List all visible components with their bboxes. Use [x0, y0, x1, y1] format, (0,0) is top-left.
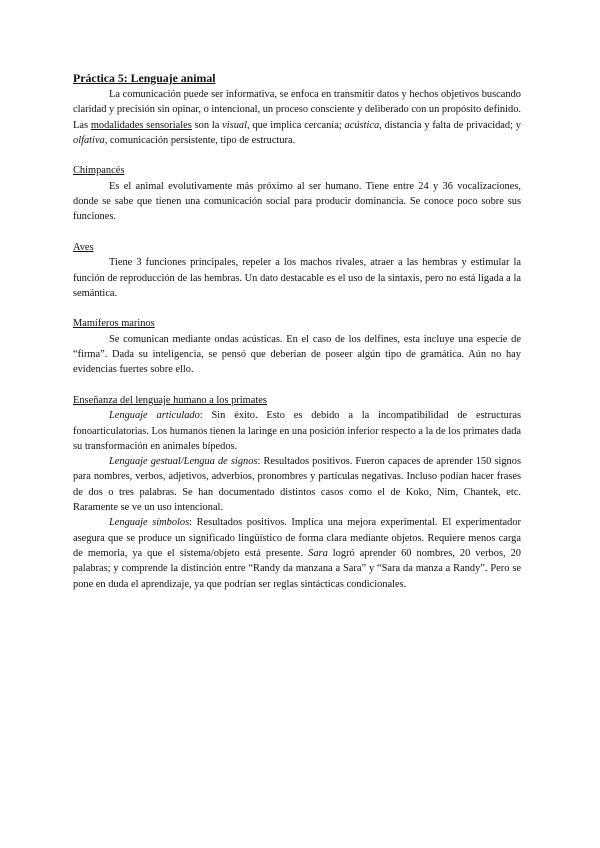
- intro-italic-acustica: acústica: [344, 119, 380, 131]
- simbolos-label: Lenguaje símbolos: [109, 517, 190, 529]
- mamiferos-paragraph: Se comunican mediante ondas acústicas. En el caso de los delfines, esta incluye una especie de “firma”. Dada su inteligencia, se pensó que deberían de poseer algún tipo de gramática. Aún no hay evidencias fuertes sobre ello.: [73, 333, 521, 376]
- aves-paragraph: Tiene 3 funciones principales, repeler a los machos rivales, atraer a las hembras y estimular la función de reproducción de las hembras. Un dato destacable es el uso de la sintaxis, pero no está ligada a la semántica.: [73, 257, 521, 299]
- simbolos-paragraph: [73, 515, 521, 591]
- aves-heading: Aves: [73, 241, 94, 253]
- mamiferos-heading: Mamíferos marinos: [73, 318, 155, 330]
- articulado-text: : Sin éxito. Esto es debido a la incompatibilidad de estructuras fonoarticulatorias. Los humanos tienen la laringe en una posición inferior respecto a la de los primates dada su transformación en animales bípedos.: [73, 410, 521, 452]
- intro-text-9: , comunicación persistente, tipo de estructura.: [104, 134, 296, 146]
- simbolos-text-1: : Resultados positivos. Implica una mejora experimental. El experimentador asegura que se produce un significado lingüístico de forma clara mediante objetos. Requiere menos carga de memoria, ya que el sistema/objeto está presente.: [73, 517, 521, 559]
- intro-italic-visual: visual: [222, 119, 247, 131]
- intro-text-3: son la: [191, 119, 223, 131]
- intro-text-7: , distancia y falta de privacidad; y: [379, 119, 521, 131]
- intro-section: [73, 70, 521, 148]
- simbolos-text-2: logró aprender 60 nombres, 20 verbos, 20 palabras; y comprende la distinción entre “Randy da manzana a Sara” y “Sara da manza a Randy”. Pero se pone en duda el aprendizaje, ya que podrían ser reglas sintácticas condicionales.: [73, 547, 521, 590]
- chimpances-section: [73, 163, 521, 224]
- chimpances-paragraph: Es el animal evolutivamente más próximo al ser humano. Tiene entre 24 y 36 vocalizaciones, donde se sabe que tienen una comunicación social para producir dominancia. Se conoce poco sobre sus funciones.: [73, 180, 521, 223]
- ensenanza-heading: Enseñanza del lenguaje humano a los primates: [73, 394, 267, 406]
- gestual-text: : Resultados positivos. Fueron capaces de aprender 150 signos para nombres, verbos, adjetivos, adverbios, pronombres y partículas negativas. Incluso podían hacer frases de dos o tres palabras. Se han documentado distintos casos como el de Koko, Nim, Chantek, etc. Raramente se ve un uso intencional.: [73, 456, 521, 514]
- intro-italic-olfativa: olfativa: [73, 134, 105, 146]
- simbolos-name-sara: Sara: [308, 547, 328, 559]
- gestual-label: Lenguaje gestual/Lengua de signos: [109, 456, 258, 468]
- chimpances-heading: Chimpancés: [73, 165, 125, 177]
- intro-text-5: , que implica cercanía;: [246, 119, 345, 131]
- gestual-paragraph: [73, 454, 521, 515]
- document-page: [73, 70, 521, 607]
- page-title: Práctica 5: Lenguaje animal: [73, 71, 216, 85]
- intro-underlined-term: modalidades sensoriales: [90, 119, 192, 131]
- articulado-label: Lenguaje articulado: [109, 410, 200, 422]
- ensenanza-section: [73, 393, 521, 592]
- articulado-paragraph: [73, 408, 521, 454]
- intro-text-1: La comunicación puede ser informativa, se enfoca en transmitir datos y hechos objetivos buscando claridad y precisión sin opinar, o intencional, un proceso consciente y deliberado con un propósito definido. Las: [73, 89, 521, 131]
- aves-section: [73, 240, 521, 301]
- mamiferos-section: [73, 316, 521, 377]
- intro-paragraph: [73, 87, 521, 148]
